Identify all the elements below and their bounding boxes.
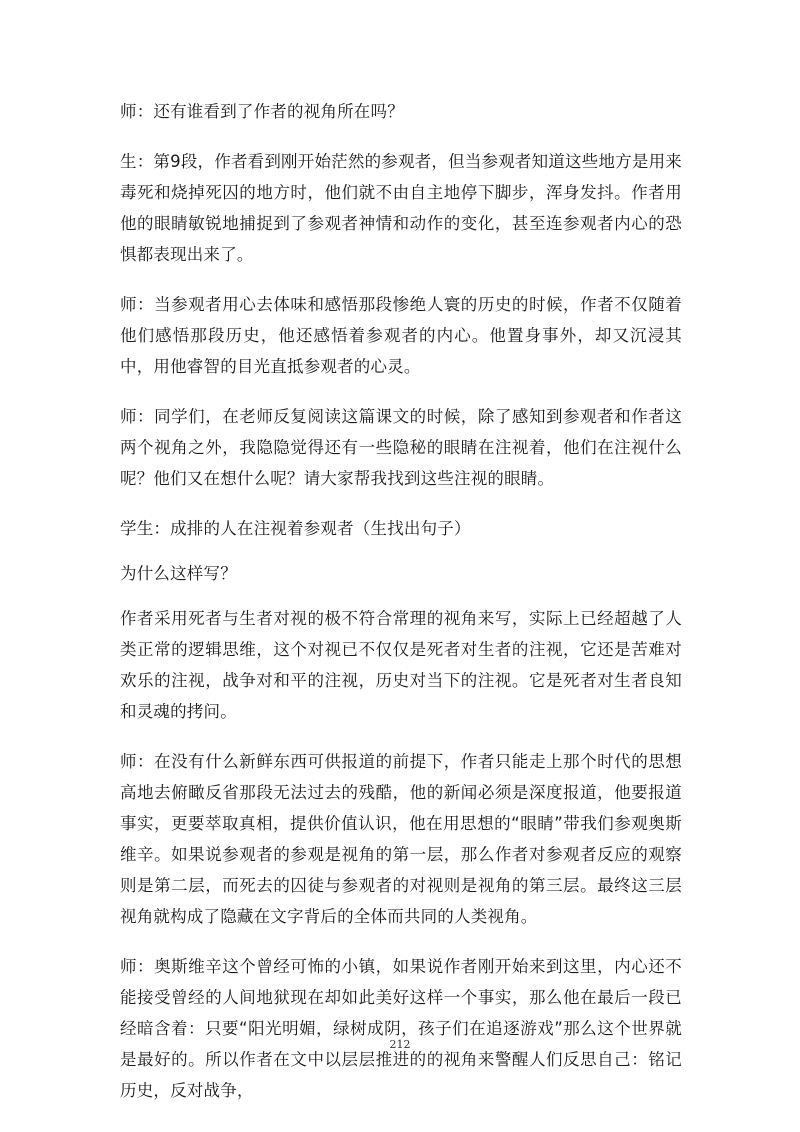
paragraph-teacher-auschwitz: 师：奥斯维辛这个曾经可怖的小镇，如果说作者刚开始来到这里，内心还不能接受曾经的人间地狱现在却如此美好这样一个事实，那么他在最后一段已经暗含着：只要“阳光明媚，绿树成阴，孩子们在追逐游戏”那么这个世界就是最好的。所以作者在文中以层层推进的的视角来警醒人们反思自己：铭记历史，反对战争， — [120, 957, 682, 1100]
paragraph-teacher-question: 师：还有谁看到了作者的视角所在吗？ — [120, 102, 404, 121]
document-body — [120, 96, 682, 1125]
page-number: 212 — [389, 1038, 411, 1051]
paragraph-gaze-analysis: 作者采用死者与生者对视的极不符合常理的视角来写，实际上已经超越了人类正常的逻辑思维，这个对视已不仅仅是死者对生者的注视，它还是苦难对欢乐的注视，战争对和平的注视，历史对当下的注视。它是死者对生者良知和灵魂的拷问。 — [120, 609, 682, 721]
paragraph-why-question: 为什么这样写？ — [120, 564, 237, 583]
paragraph-student-rows: 学生：成排的人在注视着参观者（生找出句子） — [120, 519, 471, 538]
paragraph-teacher-hidden-eyes: 师：同学们，在老师反复阅读这篇课文的时候，除了感知到参观者和作者这两个视角之外，我隐隐觉得还有一些隐秘的眼睛在注视着，他们在注视什么呢？他们又在想什么呢？请大家帮我找到这些注视的眼睛。 — [120, 407, 682, 488]
paragraph-teacher-visitors: 师：当参观者用心去体味和感悟那段惨绝人寰的历史的时候，作者不仅随着他们感悟那段历史，他还感悟着参观者的内心。他置身事外，却又沉浸其中，用他睿智的目光直抵参观者的心灵。 — [120, 295, 682, 376]
paragraph-teacher-three-layers: 师：在没有什么新鲜东西可供报道的前提下，作者只能走上那个时代的思想高地去俯瞰反省那段无法过去的残酷，他的新闻必须是深度报道，他要报道事实，更要萃取真相，提供价值认识，他在用思想的“眼睛”带我们参观奥斯维辛。如果说参观者的参观是视角的第一层，那么作者对参观者反应的观察则是第二层，而死去的囚徒与参观者的对视则是视角的第三层。最终这三层视角就构成了隐藏在文字背后的全体而共同的人类视角。 — [120, 752, 682, 926]
paragraph-student-answer-9: 生：第9段，作者看到刚开始茫然的参观者，但当参观者知道这些地方是用来毒死和烧掉死囚的地方时，他们就不由自主地停下脚步，浑身发抖。作者用他的眼睛敏锐地捕捉到了参观者神情和动作的变化，甚至连参观者内心的恐惧都表现出来了。 — [120, 152, 682, 264]
